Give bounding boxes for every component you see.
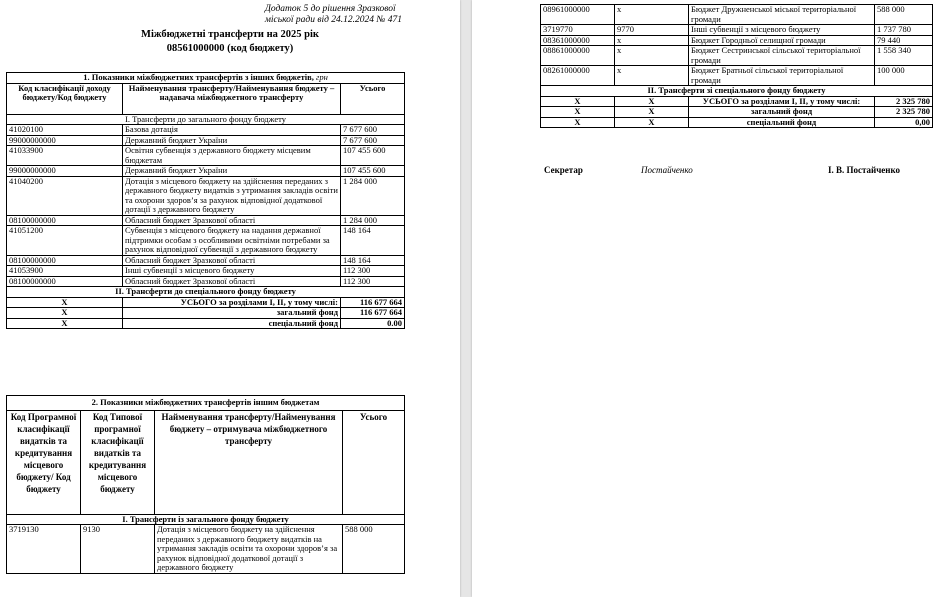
section-title: I. Трансферти до загального фонду бюджету: [7, 114, 405, 125]
table-row: [7, 176, 405, 215]
cell-typical-code: х: [615, 66, 689, 86]
cell-total: 112 300: [341, 266, 405, 277]
cell-total-label: спеціальний фонд: [123, 318, 341, 329]
cell-code: 99000000000: [7, 166, 123, 177]
document-page-left: [0, 0, 460, 597]
cell-name: Обласний бюджет Зразкової області: [123, 276, 341, 287]
cell-code: 08261000000: [541, 66, 615, 86]
table-caption: 2. Показники міжбюджетних трансфертів іншим бюджетам: [7, 396, 405, 411]
cell-total-value: 116 677 664: [341, 308, 405, 319]
cell-typical-code: х: [615, 46, 689, 66]
cell-typical-code: х: [615, 5, 689, 25]
cell-code: 41020100: [7, 125, 123, 136]
cell-total: 588 000: [875, 5, 933, 25]
cell-name: Дотація з місцевого бюджету на здійснення переданих з державного бюджету видатків на утримання закладів освіти та охорони здоров’я за рахунок відповідної додаткової дотації з державного бюджету: [155, 525, 343, 574]
cell-name: Базова дотація: [123, 125, 341, 136]
totals-row: [541, 117, 933, 128]
cell-total: 1 284 000: [341, 215, 405, 226]
table-row: [7, 135, 405, 146]
cell-name: Інші субвенції з місцевого бюджету: [123, 266, 341, 277]
cell-total: 112 300: [341, 276, 405, 287]
cell-x: X: [541, 96, 615, 107]
column-header-code: Код класифікації доходу бюджету/Код бюджету: [7, 83, 123, 114]
cell-name: Інші субвенції з місцевого бюджету: [689, 25, 875, 36]
section-row: [7, 287, 405, 298]
cell-code: 3719770: [541, 25, 615, 36]
table-row: [541, 25, 933, 36]
cell-code: 3719130: [7, 525, 81, 574]
cell-total-value: 116 677 664: [341, 297, 405, 308]
document-header-note: [265, 4, 402, 26]
cell-name: Субвенція з місцевого бюджету на надання державної підтримки особам з особливими освітніми потребами за рахунок відповідної субвенції з державного бюджету: [123, 226, 341, 256]
cell-code: 41051200: [7, 226, 123, 256]
cell-name: Державний бюджет України: [123, 166, 341, 177]
cell-code: 41033900: [7, 146, 123, 166]
cell-total: 7 677 600: [341, 125, 405, 136]
column-header-total: Усього: [341, 83, 405, 114]
table-row: [7, 226, 405, 256]
cell-total-value: 2 325 780: [875, 107, 933, 118]
header-note-line1: Додаток 5 до рішення Зразкової: [264, 4, 396, 14]
table-header-row: [7, 83, 405, 114]
cell-x: X: [7, 318, 123, 329]
outgoing-transfers-table-continued: [540, 4, 933, 128]
totals-row: [7, 308, 405, 319]
cell-total-value: 0,00: [875, 117, 933, 128]
cell-code: 41053900: [7, 266, 123, 277]
table-row: [7, 146, 405, 166]
column-header-name: Найменування трансферту/Найменування бюджету – отримувача міжбюджетного трансферту: [155, 410, 343, 514]
cell-name: Бюджет Дружненської міської територіальної громади: [689, 5, 875, 25]
table-row: [541, 5, 933, 25]
outgoing-transfers-table: [6, 395, 405, 574]
cell-total-label: загальний фонд: [689, 107, 875, 118]
section-row: [7, 514, 405, 525]
cell-code: 99000000000: [7, 135, 123, 146]
column-header-typical-code: Код Типової програмної класифікації видатків та кредитування місцевого бюджету: [81, 410, 155, 514]
cell-code: 08861000000: [541, 46, 615, 66]
cell-total-label: УСЬОГО за розділами I, II, у тому числі:: [123, 297, 341, 308]
table-caption-row: [7, 73, 405, 84]
cell-name: Обласний бюджет Зразкової області: [123, 255, 341, 266]
table-header-row: [7, 410, 405, 514]
cell-total: 100 000: [875, 66, 933, 86]
cell-x: X: [7, 297, 123, 308]
cell-total: 107 455 600: [341, 146, 405, 166]
cell-x: X: [541, 107, 615, 118]
section-title: II. Трансферти до спеціального фонду бюджету: [7, 287, 405, 298]
cell-total: 79 440: [875, 35, 933, 46]
section-row: [7, 114, 405, 125]
cell-typical-code: х: [615, 35, 689, 46]
cell-code: 08100000000: [7, 215, 123, 226]
cell-name: Бюджет Городньої селищної громади: [689, 35, 875, 46]
cell-total-value: 0.00: [341, 318, 405, 329]
cell-x: X: [615, 117, 689, 128]
column-header-name: Найменування трансферту/Найменування бюджету – надавача міжбюджетного трансферту: [123, 83, 341, 114]
signature-name: І. В. Постайченко: [828, 165, 901, 175]
cell-typical-code: 9130: [81, 525, 155, 574]
table-row: [7, 255, 405, 266]
totals-row: [7, 318, 405, 329]
cell-name: Обласний бюджет Зразкової області: [123, 215, 341, 226]
table-row: [7, 125, 405, 136]
cell-code: 08361000000: [541, 35, 615, 46]
cell-total: 1 558 340: [875, 46, 933, 66]
cell-name: Бюджет Братньої сільської територіальної громади: [689, 66, 875, 86]
cell-total-label: УСЬОГО за розділами I, II, у тому числі:: [689, 96, 875, 107]
table-row: [7, 266, 405, 277]
cell-code: 41040200: [7, 176, 123, 215]
section-title: I. Трансферти із загального фонду бюджету: [7, 514, 405, 525]
table-row: [541, 66, 933, 86]
incoming-transfers-table: [6, 72, 405, 329]
document-title: Міжбюджетні трансферти на 2025 рік: [141, 29, 319, 40]
cell-total: 107 455 600: [341, 166, 405, 177]
table-row: [7, 276, 405, 287]
cell-name: Дотація з місцевого бюджету на здійснення переданих з державного бюджету видатків з утримання закладів освіти та охорони здоров’я за рахунок відповідної додаткової дотації з державного бюджету: [123, 176, 341, 215]
cell-x: X: [541, 117, 615, 128]
totals-row: [7, 297, 405, 308]
cell-code: 08100000000: [7, 255, 123, 266]
cell-total: 588 000: [343, 525, 405, 574]
cell-total: 1 284 000: [341, 176, 405, 215]
section-row: [541, 86, 933, 97]
signature-handwritten: Постайченко: [641, 165, 693, 175]
cell-total-label: спеціальний фонд: [689, 117, 875, 128]
cell-typical-code: 9770: [615, 25, 689, 36]
cell-total: 148 164: [341, 226, 405, 256]
signature-label: Секретар: [544, 165, 583, 175]
cell-code: 08961000000: [541, 5, 615, 25]
cell-total-value: 2 325 780: [875, 96, 933, 107]
table-row: [7, 525, 405, 574]
table-row: [541, 35, 933, 46]
section-title: II. Трансферти зі спеціального фонду бюджету: [541, 86, 933, 97]
cell-name: Державний бюджет України: [123, 135, 341, 146]
totals-row: [541, 107, 933, 118]
table-row: [7, 215, 405, 226]
cell-code: 08100000000: [7, 276, 123, 287]
column-header-program-code: Код Програмної класифікації видатків та кредитування місцевого бюджету/ Код бюджету: [7, 410, 81, 514]
budget-code-line: 08561000000 (код бюджету): [166, 43, 294, 54]
caption-unit: грн: [316, 72, 328, 82]
cell-name: Освітня субвенція з державного бюджету місцевим бюджетам: [123, 146, 341, 166]
cell-x: X: [615, 96, 689, 107]
totals-row: [541, 96, 933, 107]
column-header-total: Усього: [343, 410, 405, 514]
table-caption-row: [7, 396, 405, 411]
header-note-line2: міської ради від 24.12.2024 № 471: [264, 15, 402, 25]
cell-total-label: загальний фонд: [123, 308, 341, 319]
cell-total: 7 677 600: [341, 135, 405, 146]
cell-x: X: [7, 308, 123, 319]
cell-total: 1 737 780: [875, 25, 933, 36]
table-row: [7, 166, 405, 177]
table-row: [541, 46, 933, 66]
table-caption: 1. Показники міжбюджетних трансфертів з інших бюджетів, грн: [7, 73, 405, 84]
document-title-block: [0, 28, 460, 56]
cell-total: 148 164: [341, 255, 405, 266]
cell-name: Бюджет Сестринської сільської територіальної громади: [689, 46, 875, 66]
cell-x: X: [615, 107, 689, 118]
